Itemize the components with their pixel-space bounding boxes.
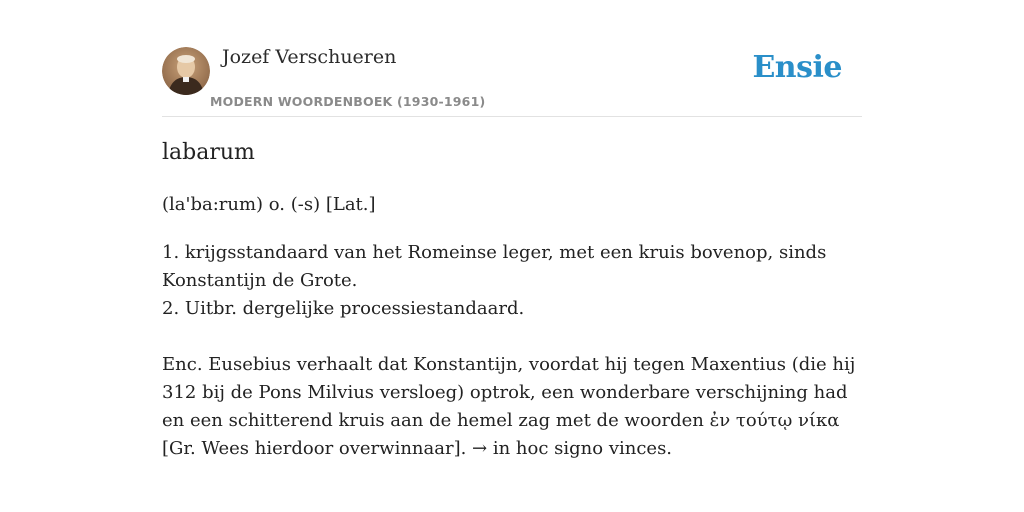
author-avatar[interactable] (162, 47, 210, 95)
encyclopedic-note: Enc. Eusebius verhaalt dat Konstantijn, voordat hij tegen Maxentius (die hij 312 bij de Pons Milvius versloeg) optrok, een wonderbare verschijning had en een schitterend kruis aan de hemel zag met de woorden ἐν τούτῳ νίκα [Gr. Wees hierdoor overwinnaar]. → in hoc signo vinces. (162, 354, 856, 459)
meaning-1: 1. krijgsstandaard van het Romeinse leger, met een kruis bovenop, sinds Konstantijn de Grote. (162, 242, 827, 291)
definition-body (162, 239, 862, 463)
author-name[interactable]: Jozef Verschueren (222, 46, 397, 68)
author-portrait-icon (162, 47, 210, 95)
meaning-2: 2. Uitbr. dergelijke processiestandaard. (162, 298, 525, 319)
dictionary-source[interactable]: MODERN WOORDENBOEK (1930-1961) (210, 94, 486, 109)
headword: labarum (162, 140, 255, 165)
pronunciation: (la'ba:rum) o. (-s) [Lat.] (162, 194, 376, 215)
entry-header (162, 44, 862, 117)
paragraph-gap (162, 323, 862, 351)
brand-logo[interactable]: Ensie (752, 50, 842, 85)
